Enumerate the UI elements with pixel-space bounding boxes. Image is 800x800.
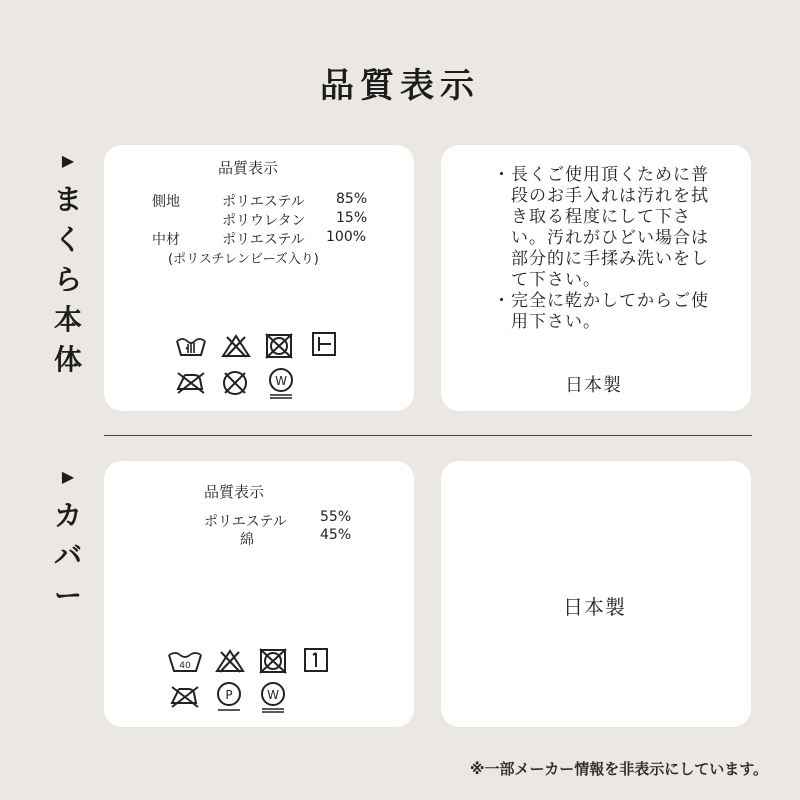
made-in-japan: 日本製 — [563, 595, 626, 619]
pillow-care-note — [441, 145, 751, 411]
tag-part: 側地 — [152, 194, 180, 210]
label-char: く — [53, 223, 82, 256]
label-char: ー — [53, 579, 82, 612]
cover-made-in — [441, 461, 751, 727]
tag-material: 綿 — [240, 532, 254, 548]
no-iron-icon — [174, 369, 208, 395]
no-bleach-icon — [220, 333, 252, 359]
care-note-line: ・完全に乾かしてからご使用下さい。 — [493, 291, 709, 332]
tag-material: ポリエステル — [204, 514, 287, 530]
hang-dry-icon — [302, 647, 330, 673]
cover-quality-tag — [104, 461, 414, 727]
page-title: 品質表示 — [320, 66, 480, 106]
section-label-pillow — [48, 150, 88, 380]
tag-part: 中材 — [152, 232, 180, 248]
tag-sub-note: (ポリスチレンビーズ入り) — [168, 252, 319, 267]
tag-material: ポリウレタン — [222, 213, 306, 229]
no-iron-icon — [168, 683, 202, 709]
dry-clean-p-icon — [214, 681, 244, 717]
line-dry-icon — [310, 331, 338, 357]
tag-material: ポリエステル — [222, 194, 305, 210]
svg-text:P: P — [225, 688, 233, 702]
tag-percent: 55% — [320, 509, 352, 525]
tag-header: 品質表示 — [218, 159, 279, 177]
triangle-marker-icon: ▶ — [61, 467, 75, 486]
hand-wash-icon — [174, 333, 208, 359]
label-char: カ — [53, 499, 82, 532]
no-tumble-dry-icon — [264, 333, 294, 359]
tag-material: ポリエステル — [222, 232, 305, 248]
care-note-text — [493, 165, 721, 333]
svg-text:W: W — [267, 688, 279, 702]
no-tumble-dry-icon — [258, 648, 288, 674]
tag-percent: 15% — [336, 210, 368, 226]
no-dry-clean-icon — [220, 369, 250, 397]
section-label-cover — [48, 466, 88, 616]
svg-text:W: W — [275, 374, 287, 388]
made-in-japan: 日本製 — [565, 375, 622, 396]
label-char: ら — [53, 263, 82, 296]
footnote: ※一部メーカー情報を非表示にしています。 — [469, 760, 768, 778]
pillow-quality-tag — [104, 145, 414, 411]
wash-40-icon — [166, 647, 204, 675]
triangle-marker-icon: ▶ — [61, 151, 75, 170]
section-divider — [104, 435, 752, 436]
care-note-line: ・長くご使用頂くために普段のお手入れは汚れを拭き取る程度にして下さい。汚れがひどい場合は部分的に手揉み洗いをして下さい。 — [493, 165, 709, 290]
tag-percent: 85% — [336, 191, 368, 207]
wet-clean-icon — [258, 681, 288, 717]
label-char: バ — [53, 539, 82, 572]
label-char: ま — [53, 183, 82, 216]
label-char: 体 — [53, 343, 82, 376]
label-char: 本 — [53, 303, 82, 336]
no-bleach-icon — [214, 648, 246, 674]
tag-percent: 100% — [326, 229, 367, 245]
tag-percent: 45% — [320, 527, 352, 543]
tag-header: 品質表示 — [204, 483, 265, 501]
wash-temp: 40 — [179, 661, 191, 671]
wet-clean-icon — [266, 367, 296, 401]
